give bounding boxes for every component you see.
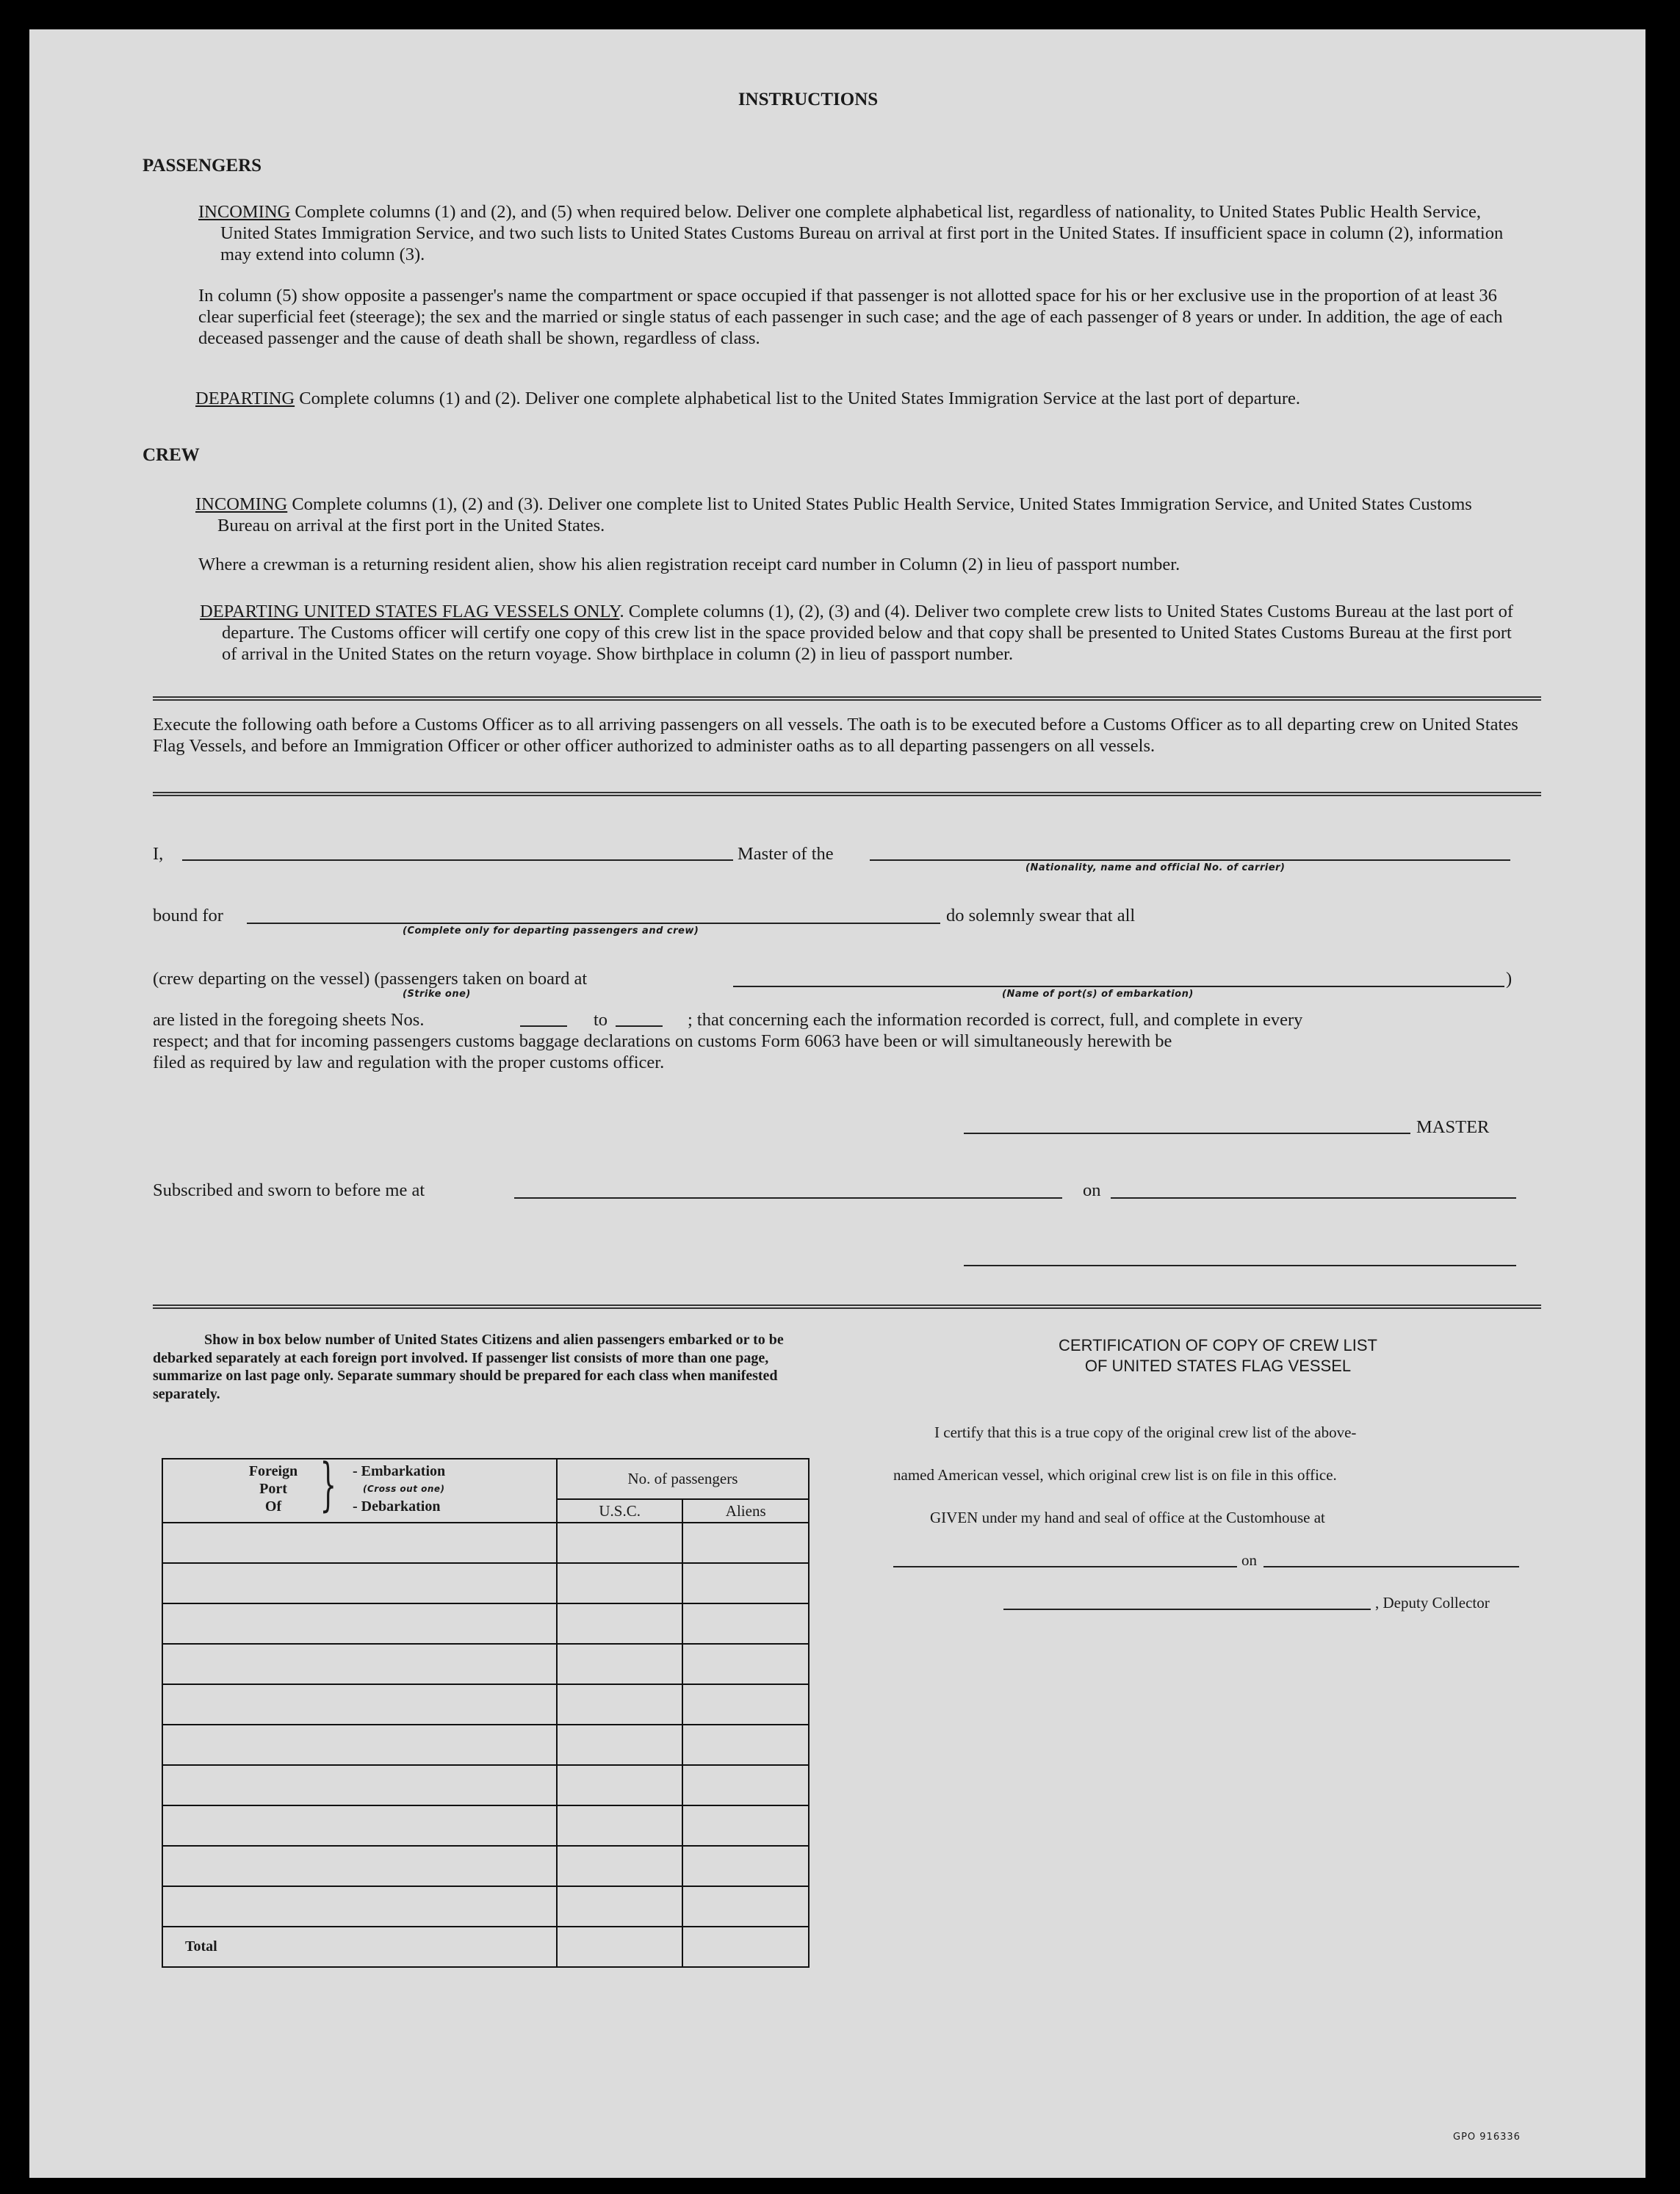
aliens-cell[interactable] [682, 1644, 809, 1684]
swear-label: do solemnly swear that all [946, 906, 1136, 925]
no-passengers-header: No. of passengers [557, 1459, 809, 1499]
crew-incoming-label: INCOMING [195, 494, 288, 514]
total-usc-cell[interactable] [557, 1927, 683, 1967]
table-row [162, 1603, 809, 1644]
divider-3 [153, 1305, 1541, 1309]
listed-text-d: filed as required by law and regulation with the proper customs officer. [153, 1053, 665, 1072]
certification-on-label: on [1241, 1551, 1257, 1569]
listed-to-label: to [594, 1010, 608, 1030]
table-row [162, 1886, 809, 1927]
crew-incoming-text: Complete columns (1), (2) and (3). Deliver one complete list to United States Public Health Service, United States Immigration Service, and United States Customs Bureau on arrival at the first port in the United States. [217, 494, 1472, 535]
certification-date-line[interactable] [1263, 1566, 1519, 1567]
crew-departing-text: . Complete columns (1), (2), (3) and (4). Deliver two complete crew lists to United States Customs Bureau at the last port of departure. The Customs officer will certify one copy of this crew list in the space provided below and that copy shall be presented to United States Customs Bureau at the first port of arrival in the United States on the return voyage. Show birthplace in column (2) in lieu of passport number. [222, 602, 1514, 664]
port-cell[interactable] [162, 1523, 557, 1563]
bound-for-label: bound for [153, 906, 223, 925]
table-row [162, 1644, 809, 1684]
usc-cell[interactable] [557, 1684, 683, 1725]
usc-cell[interactable] [557, 1523, 683, 1563]
passengers-departing-text: Complete columns (1) and (2). Deliver one complete alphabetical list to the United States Immigration Service at the last port of departure. [299, 389, 1300, 408]
oath-instruction: Execute the following oath before a Customs Officer as to all arriving passengers on all vessels. The oath is to be executed before a Customs Officer as to all departing crew on United States Flag Vessels, and before an Immigration Officer or other officer authorized to administer oaths as to all departing passengers on all vessels. [153, 715, 1518, 756]
certification-heading-1: CERTIFICATION OF COPY OF CREW LIST [1059, 1336, 1377, 1354]
usc-cell[interactable] [557, 1886, 683, 1927]
debarkation-label: - Debarkation [353, 1498, 441, 1515]
port-cell[interactable] [162, 1725, 557, 1765]
aliens-cell[interactable] [682, 1603, 809, 1644]
of-label: Of [264, 1498, 282, 1515]
crew-resident-text: Where a crewman is a returning resident alien, show his alien registration receipt card number in Column (2) in lieu of passport number. [198, 555, 1180, 574]
officer-signature-line[interactable] [964, 1265, 1516, 1266]
passenger-summary-table [162, 1452, 810, 1968]
aliens-cell[interactable] [682, 1725, 809, 1765]
usc-cell[interactable] [557, 1563, 683, 1603]
divider-2 [153, 792, 1541, 796]
aliens-cell[interactable] [682, 1805, 809, 1846]
aliens-cell[interactable] [682, 1846, 809, 1886]
crew-heading: CREW [143, 445, 200, 465]
table-row [162, 1725, 809, 1765]
usc-cell[interactable] [557, 1765, 683, 1805]
port-cell[interactable] [162, 1563, 557, 1603]
port-cell[interactable] [162, 1603, 557, 1644]
port-cell[interactable] [162, 1644, 557, 1684]
foreign-label: Foreign [248, 1463, 298, 1479]
aliens-cell[interactable] [682, 1886, 809, 1927]
table-row [162, 1523, 809, 1563]
crew-departing-paragraph [200, 601, 1521, 665]
aliens-cell[interactable] [682, 1523, 809, 1563]
summary-instructions: Show in box below number of United States Citizens and alien passengers embarked or to be debarked separately at each foreign port involved. If passenger list consists of more than one page, summarize on last page only. Separate summary should be prepared for each class when manifested separately. [153, 1332, 784, 1402]
ports-caption: (Name of port(s) of embarkation) [1002, 989, 1194, 1000]
close-paren: ) [1506, 969, 1513, 989]
aliens-cell[interactable] [682, 1765, 809, 1805]
crew-resident-paragraph [198, 554, 1521, 575]
port-cell[interactable] [162, 1846, 557, 1886]
brace-icon: } [320, 1452, 336, 1518]
certification-line-2: named American vessel, which original crew list is on file in this office. [893, 1466, 1337, 1484]
master-signature-line[interactable] [964, 1133, 1410, 1134]
bound-for-line[interactable] [247, 923, 940, 924]
embarkation-label: - Embarkation [353, 1463, 446, 1479]
deputy-collector-label: , Deputy Collector [1375, 1594, 1490, 1612]
certification-line-1: I certify that this is a true copy of the original crew list of the above- [934, 1423, 1357, 1441]
master-label: MASTER [1416, 1117, 1490, 1137]
master-of-the-label: Master of the [738, 844, 834, 864]
usc-cell[interactable] [557, 1805, 683, 1846]
carrier-line[interactable] [870, 859, 1510, 861]
usc-cell[interactable] [557, 1846, 683, 1886]
port-cell[interactable] [162, 1886, 557, 1927]
listed-text-b: ; that concerning each the information recorded is correct, full, and complete in every [688, 1010, 1303, 1030]
complete-caption: (Complete only for departing passengers and crew) [403, 925, 699, 937]
total-row [162, 1927, 809, 1967]
usc-header: U.S.C. [557, 1499, 683, 1523]
aliens-cell[interactable] [682, 1563, 809, 1603]
port-cell[interactable] [162, 1684, 557, 1725]
usc-cell[interactable] [557, 1644, 683, 1684]
oath-i-label: I, [153, 844, 164, 864]
crew-departing-label: (crew departing on the vessel) (passengers taken on board at [153, 969, 588, 989]
port-label: Port [259, 1481, 287, 1497]
nationality-caption: (Nationality, name and official No. of carrier) [1025, 862, 1286, 873]
passengers-column5-paragraph [198, 285, 1521, 349]
usc-cell[interactable] [557, 1603, 683, 1644]
listed-text-c: respect; and that for incoming passengers customs baggage declarations on customs Form 6063 have been or will simultaneously herewith be [153, 1031, 1172, 1051]
master-name-line[interactable] [182, 859, 733, 861]
aliens-cell[interactable] [682, 1684, 809, 1725]
certification-line-3: GIVEN under my hand and seal of office at the Customhouse at [930, 1509, 1325, 1526]
subscribed-place-line[interactable] [514, 1197, 1062, 1199]
page-title: INSTRUCTIONS [738, 90, 879, 109]
passengers-incoming-paragraph [198, 201, 1521, 265]
usc-cell[interactable] [557, 1725, 683, 1765]
embarkation-ports-line[interactable] [733, 986, 1504, 987]
cross-out-caption: (Cross out one) [363, 1484, 445, 1494]
port-header-cell [162, 1452, 557, 1523]
crew-incoming-paragraph [195, 494, 1521, 536]
total-aliens-cell[interactable] [682, 1927, 809, 1967]
strike-caption: (Strike one) [403, 989, 471, 1000]
certification-heading-2: OF UNITED STATES FLAG VESSEL [1084, 1357, 1352, 1375]
gpo-code: GPO 916336 [1453, 2132, 1521, 2143]
listed-sheets-label: are listed in the foregoing sheets Nos. [153, 1010, 425, 1030]
subscribed-on-label: on [1083, 1180, 1101, 1200]
sheet-from-line[interactable] [520, 1025, 567, 1027]
subscribed-date-line[interactable] [1111, 1197, 1516, 1199]
subscribed-label: Subscribed and sworn to before me at [153, 1180, 425, 1200]
port-cell[interactable] [162, 1805, 557, 1846]
passengers-departing-label: DEPARTING [195, 389, 295, 408]
table-row [162, 1765, 809, 1805]
passengers-heading: PASSENGERS [143, 156, 262, 176]
aliens-header: Aliens [682, 1499, 809, 1523]
port-cell[interactable] [162, 1765, 557, 1805]
total-label: Total [162, 1927, 557, 1967]
customhouse-line[interactable] [893, 1566, 1237, 1567]
passengers-column5-text: In column (5) show opposite a passenger's name the compartment or space occupied if that passenger is not allotted space for his or her exclusive use in the proportion of at least 36 clear superficial feet (steerage); the sex and the married or single status of each passenger in such case; and the age of each passenger of 8 years or under. In addition, the age of each deceased passenger and the cause of death shall be shown, regardless of class. [198, 286, 1503, 348]
deputy-signature-line[interactable] [1003, 1609, 1371, 1610]
form-sheet [29, 29, 1645, 2178]
certification-heading [887, 1335, 1549, 1376]
passengers-incoming-label: INCOMING [198, 202, 291, 222]
divider-1 [153, 696, 1541, 701]
table-row [162, 1805, 809, 1846]
table-row [162, 1684, 809, 1725]
table-row [162, 1563, 809, 1603]
sheet-to-line[interactable] [616, 1025, 663, 1027]
passengers-departing-paragraph [195, 388, 1521, 409]
table-row [162, 1846, 809, 1886]
passengers-incoming-text: Complete columns (1) and (2), and (5) when required below. Deliver one complete alphabetical list, regardless of nationality, to United States Public Health Service, United States Immigration Service, and two such lists to United States Customs Bureau on arrival at first port in the United States. If insufficient space in column (2), information may extend into column (3). [220, 202, 1504, 264]
crew-departing-label: DEPARTING UNITED STATES FLAG VESSELS ONLY [200, 602, 620, 621]
